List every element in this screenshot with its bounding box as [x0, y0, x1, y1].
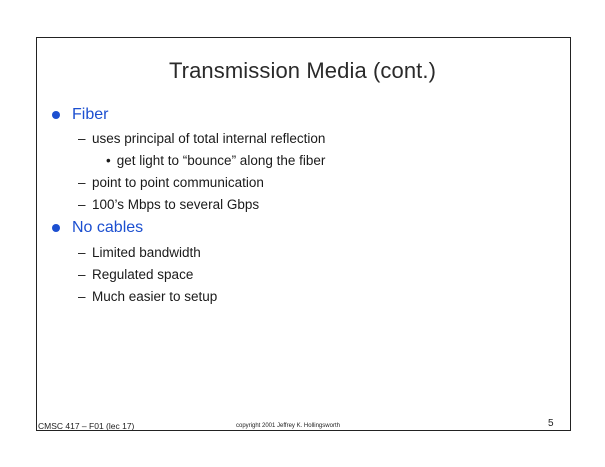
sub-bullet-bandwidth-range	[78, 197, 259, 212]
bullet-dot-icon	[52, 224, 60, 232]
dash-icon: –	[78, 245, 86, 260]
sub-bullet-label: 100’s Mbps to several Gbps	[92, 197, 260, 212]
dash-icon: –	[78, 131, 86, 146]
sub-bullet-total-internal-reflection	[78, 131, 325, 146]
sub-bullet-limited-bandwidth	[78, 245, 201, 260]
slide-title: Transmission Media (cont.)	[168, 58, 437, 83]
bullet-no-cables-label: No cables	[72, 219, 144, 236]
bullet-fiber-label: Fiber	[72, 106, 109, 123]
dash-icon: –	[78, 267, 86, 282]
sub-bullet-label: uses principal of total internal reflection	[92, 131, 326, 146]
sub-bullet-easier-setup	[78, 289, 217, 304]
dash-icon: –	[78, 197, 86, 212]
footer-course-info: CMSC 417 – F01 (lec 17)	[38, 421, 135, 431]
sub-bullet-label: Regulated space	[92, 267, 194, 282]
sub-bullet-label: Limited bandwidth	[92, 245, 201, 260]
sub-bullet-label: Much easier to setup	[92, 289, 218, 304]
footer-copyright: copyright 2001 Jeffrey K. Hollingsworth	[236, 423, 340, 429]
bullet-no-cables	[52, 219, 143, 237]
dash-icon: –	[78, 175, 86, 190]
sub-sub-bullet-label: get light to “bounce” along the fiber	[116, 153, 326, 168]
bullet-dot-icon	[52, 111, 60, 119]
sub-sub-bullet-bounce	[106, 153, 325, 168]
sub-bullet-regulated-space	[78, 267, 193, 282]
sub-bullet-point-to-point	[78, 175, 264, 190]
sub-bullet-label: point to point communication	[92, 175, 264, 190]
page-number: 5	[548, 418, 554, 429]
small-bullet-icon: •	[106, 153, 111, 168]
bullet-fiber	[52, 106, 108, 124]
dash-icon: –	[78, 289, 86, 304]
